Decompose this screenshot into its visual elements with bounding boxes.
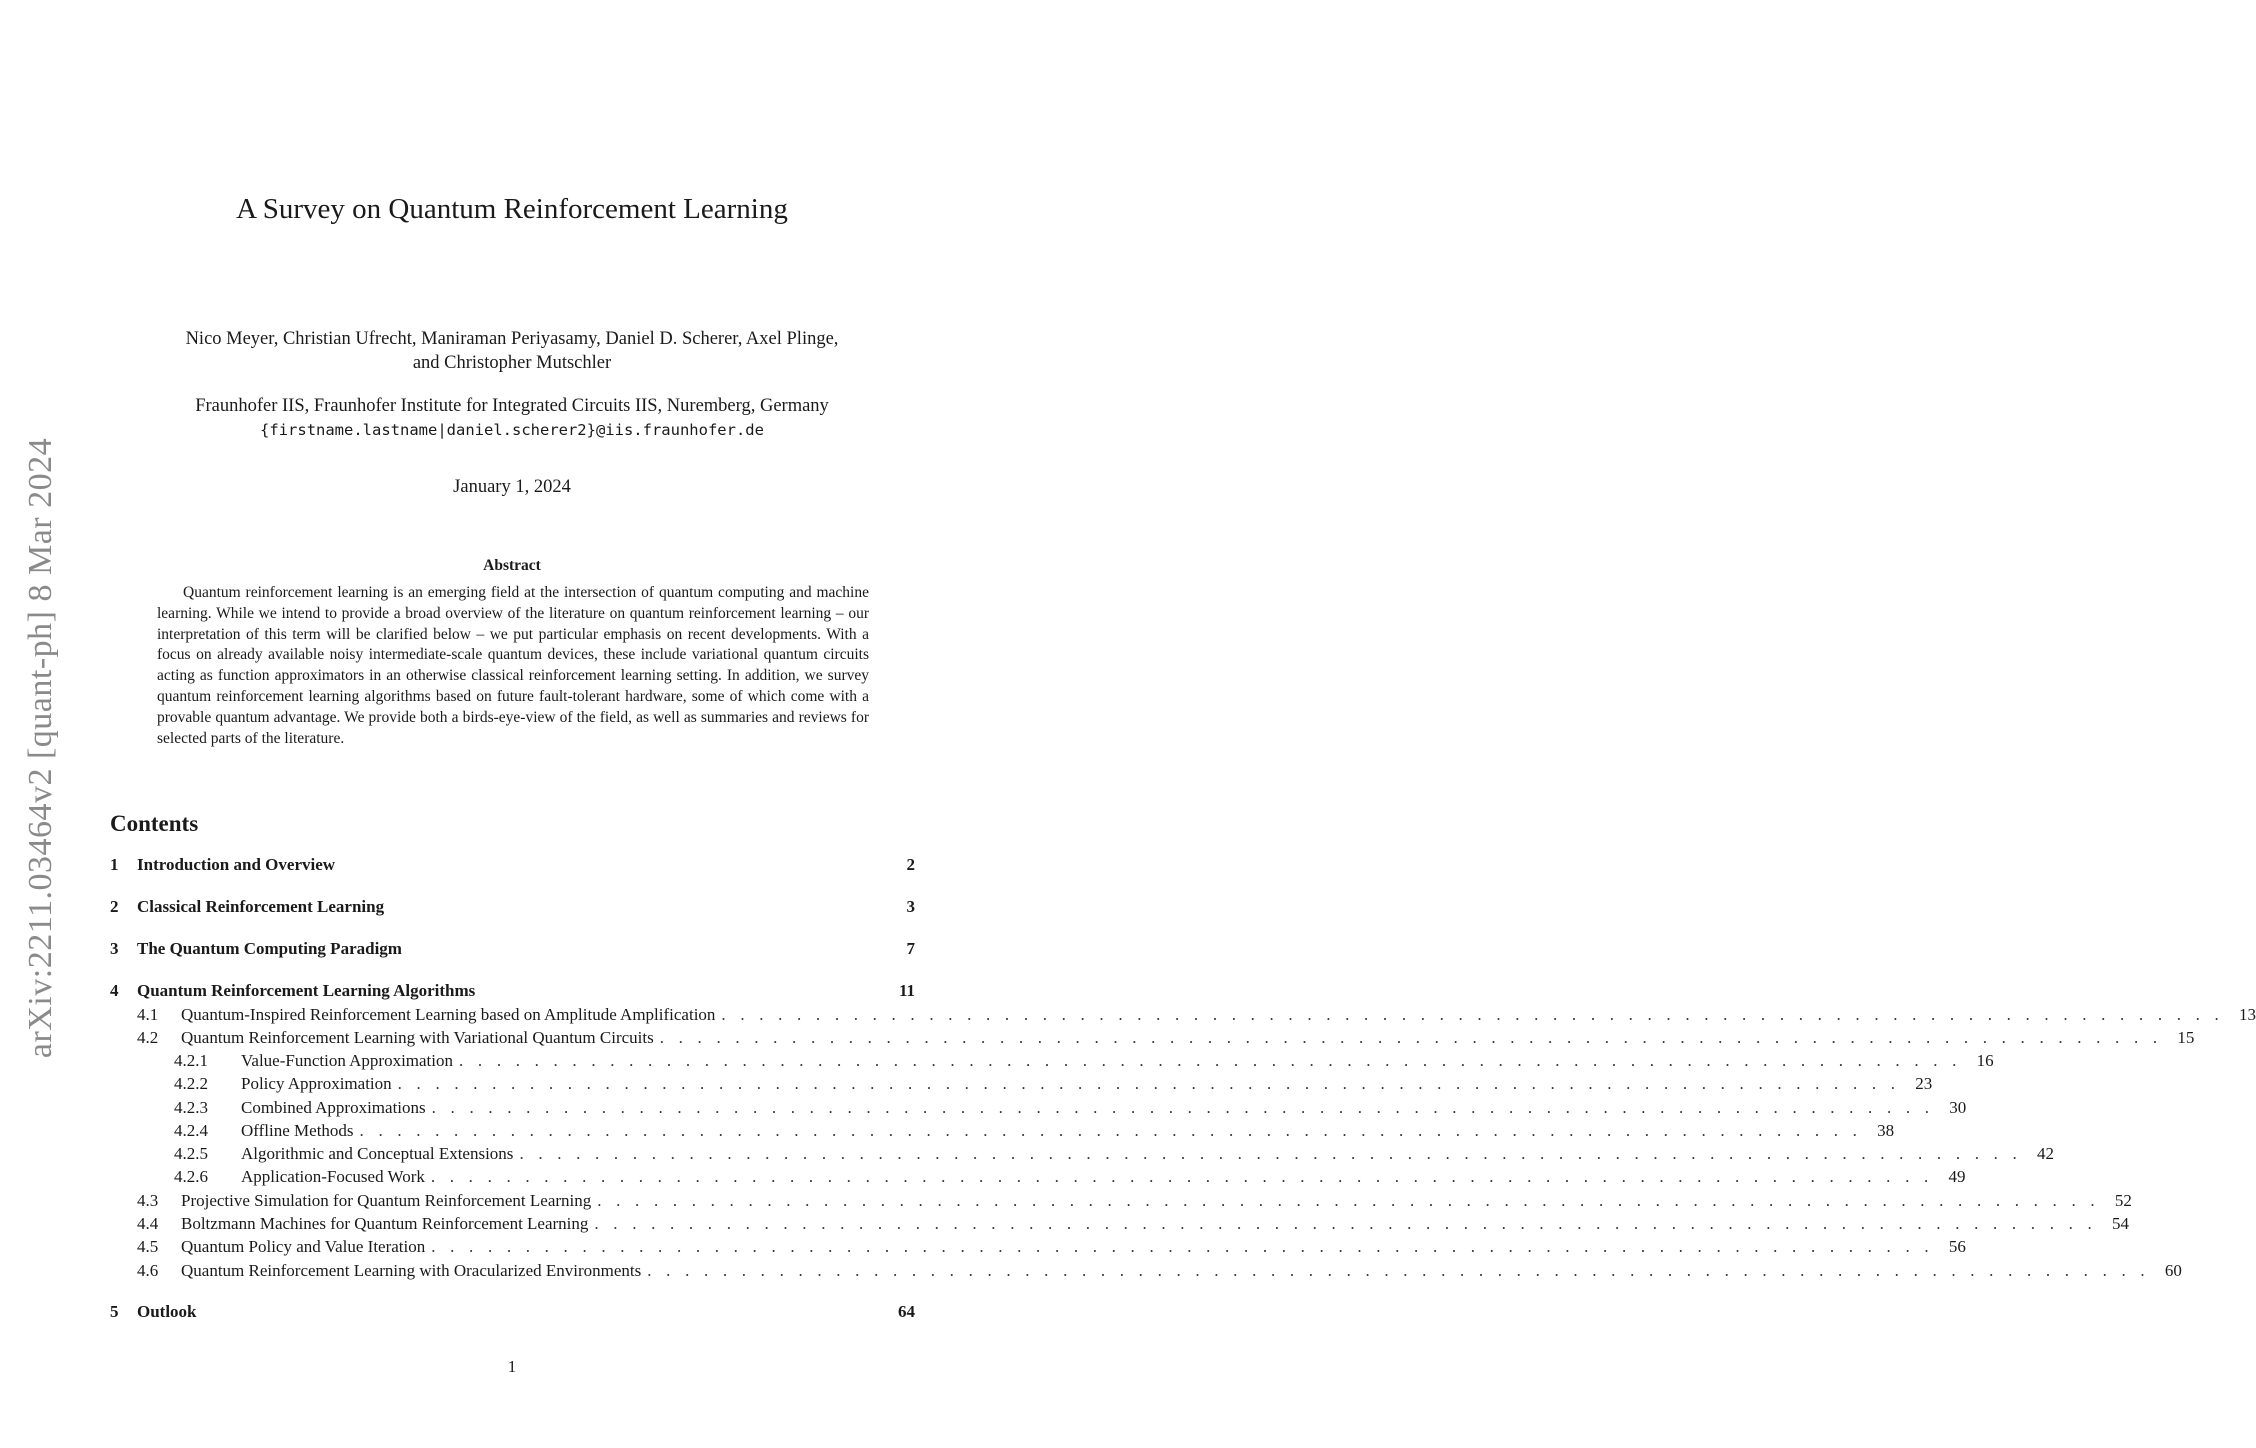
toc-entry-title: Quantum Reinforcement Learning Algorithms	[137, 981, 476, 1000]
toc-dot-leader: . . . . . . . . . . . . . . . . . . . . . . . . . . . . . . . . . . . . . . . . . . . . . . . . . . . . . . . . . . . . . . . . . . . . . . . . . . . . . . . .	[431, 1237, 1934, 1256]
toc-dot-leader: . . . . . . . . . . . . . . . . . . . . . . . . . . . . . . . . . . . . . . . . . . . . . . . . . . . . . . . . . . . . . . . . . . . . . . . . . . . . . . . .	[519, 1144, 2022, 1163]
toc-dot-leader: . . . . . . . . . . . . . . . . . . . . . . . . . . . . . . . . . . . . . . . . . . . . . . . . . . . . . . . . . . . . . . . . . . . . . . . . . . . . . . . .	[397, 1074, 1901, 1093]
contents-heading: Contents	[110, 811, 199, 836]
toc-entry-number: 4.3	[137, 1191, 159, 1210]
author-line-2: and Christopher Mutschler	[412, 353, 612, 373]
toc-entry-number: 4.5	[137, 1237, 159, 1256]
toc-entry-number: 4	[110, 981, 119, 1000]
toc-entry-number: 4.2	[137, 1028, 159, 1047]
toc-entry-page: 16	[1976, 1051, 1994, 1070]
toc-entry-number: 4.2.5	[174, 1144, 208, 1163]
toc-entry-page: 56	[1948, 1237, 1966, 1256]
toc-entry-number: 4.6	[137, 1261, 159, 1280]
toc-entry[interactable]	[110, 1237, 1966, 1257]
toc-dot-leader: . . . . . . . . . . . . . . . . . . . . . . . . . . . . . . . . . . . . . . . . . . . . . . . . . . . . . . . . . . . . . . . . . . . . . . . . . . . . . . . .	[459, 1051, 1962, 1070]
toc-entry-page: 42	[2037, 1144, 2054, 1163]
toc-entry-page: 2	[906, 855, 915, 874]
toc-entry[interactable]	[110, 855, 915, 875]
toc-entry-number: 4.2.4	[174, 1121, 208, 1140]
toc-entry-page: 7	[906, 939, 915, 958]
toc-entry-title: Value-Function Approximation	[241, 1051, 454, 1070]
toc-entry-title: Offline Methods	[241, 1121, 354, 1140]
abstract-body	[157, 583, 869, 749]
toc-entry-page: 30	[1949, 1098, 1967, 1117]
toc-entry-page: 60	[2164, 1261, 2182, 1280]
toc-entry[interactable]	[110, 1074, 1933, 1094]
author-line-1: Nico Meyer, Christian Ufrecht, Maniraman Periyasamy, Daniel D. Scherer, Axel Plinge,	[185, 329, 839, 349]
toc-entry[interactable]	[110, 981, 915, 1001]
affiliation-institute: Fraunhofer IIS, Fraunhofer Institute for Integrated Circuits IIS, Nuremberg, Germany	[195, 396, 829, 416]
affiliation-email[interactable]: {firstname.lastname|daniel.scherer2}@iis.fraunhofer.de	[260, 421, 764, 439]
toc-entry-page: 3	[906, 897, 915, 916]
toc-entry-number: 4.2.6	[174, 1167, 208, 1186]
toc-entry-page: 52	[2114, 1191, 2132, 1210]
toc-entry[interactable]	[110, 1005, 2256, 1025]
toc-entry-number: 4.4	[137, 1214, 159, 1233]
toc-dot-leader: . . . . . . . . . . . . . . . . . . . . . . . . . . . . . . . . . . . . . . . . . . . . . . . . . . . . . . . . . . . . . . . . . . . . . . . . . . . . . . . .	[659, 1028, 2163, 1047]
toc-dot-leader: . . . . . . . . . . . . . . . . . . . . . . . . . . . . . . . . . . . . . . . . . . . . . . . . . . . . . . . . . . . . . . . . . . . . . . . . . . . . . . . .	[594, 1214, 2097, 1233]
toc-entry-title: Algorithmic and Conceptual Extensions	[241, 1144, 514, 1163]
toc-entry-number: 5	[110, 1302, 119, 1321]
paper-title: A Survey on Quantum Reinforcement Learning	[236, 193, 788, 225]
page-number: 1	[507, 1357, 517, 1376]
toc-entry-page: 49	[1948, 1167, 1966, 1186]
toc-entry-title: Quantum-Inspired Reinforcement Learning based on Amplitude Amplification	[181, 1005, 716, 1024]
toc-dot-leader: . . . . . . . . . . . . . . . . . . . . . . . . . . . . . . . . . . . . . . . . . . . . . . . . . . . . . . . . . . . . . . . . . . . . . . . . . . . . . . . .	[431, 1098, 1935, 1117]
toc-entry-page: 64	[898, 1302, 915, 1321]
toc-entry-number: 4.2.3	[174, 1098, 208, 1117]
toc-entry[interactable]	[110, 939, 915, 959]
toc-entry[interactable]	[110, 897, 915, 917]
toc-dot-leader: . . . . . . . . . . . . . . . . . . . . . . . . . . . . . . . . . . . . . . . . . . . . . . . . . . . . . . . . . . . . . . . . . . . . . . . . . . . . . . . .	[647, 1261, 2150, 1280]
toc-entry[interactable]	[110, 1214, 2129, 1234]
toc-entry-page: 38	[1877, 1121, 1895, 1140]
toc-entry-page: 13	[2238, 1005, 2256, 1024]
toc-entry-number: 4.1	[137, 1005, 159, 1024]
toc-entry-title: Policy Approximation	[241, 1074, 392, 1093]
toc-entry-title: Quantum Policy and Value Iteration	[181, 1237, 426, 1256]
toc-dot-leader: . . . . . . . . . . . . . . . . . . . . . . . . . . . . . . . . . . . . . . . . . . . . . . . . . . . . . . . . . . . . . . . . . . . . . . . . . . . . . . . .	[721, 1005, 2224, 1024]
toc-entry[interactable]	[110, 1191, 2132, 1211]
toc-entry-number: 2	[110, 897, 119, 916]
toc-entry-title: Classical Reinforcement Learning	[137, 897, 385, 916]
toc-dot-leader: . . . . . . . . . . . . . . . . . . . . . . . . . . . . . . . . . . . . . . . . . . . . . . . . . . . . . . . . . . . . . . . . . . . . . . . . . . . . . . . .	[359, 1121, 1863, 1140]
author-list	[100, 327, 924, 375]
toc-entry-number: 1	[110, 855, 119, 874]
toc-entry-title: Quantum Reinforcement Learning with Variational Quantum Circuits	[181, 1028, 654, 1047]
toc-entry[interactable]	[110, 1051, 1994, 1071]
affiliation	[80, 394, 944, 442]
toc-entry-title: Combined Approximations	[241, 1098, 426, 1117]
toc-entry-title: Outlook	[137, 1302, 197, 1321]
toc-entry-title: The Quantum Computing Paradigm	[137, 939, 402, 958]
toc-entry-title: Boltzmann Machines for Quantum Reinforcement Learning	[181, 1214, 589, 1233]
toc-entry-number: 3	[110, 939, 119, 958]
toc-entry-title: Quantum Reinforcement Learning with Oracularized Environments	[181, 1261, 642, 1280]
toc-entry[interactable]	[110, 1261, 2182, 1281]
toc-entry-page: 11	[898, 981, 915, 1000]
toc-entry[interactable]	[110, 1121, 1895, 1141]
toc-entry[interactable]	[110, 1302, 915, 1322]
toc-entry-page: 15	[2177, 1028, 2195, 1047]
toc-entry-number: 4.2.1	[174, 1051, 208, 1070]
toc-entry-title: Projective Simulation for Quantum Reinforcement Learning	[181, 1191, 592, 1210]
toc-entry[interactable]	[110, 1098, 1967, 1118]
toc-entry-title: Application-Focused Work	[241, 1167, 425, 1186]
toc-dot-leader: . . . . . . . . . . . . . . . . . . . . . . . . . . . . . . . . . . . . . . . . . . . . . . . . . . . . . . . . . . . . . . . . . . . . . . . . . . . . . . . .	[597, 1191, 2100, 1210]
toc-dot-leader: . . . . . . . . . . . . . . . . . . . . . . . . . . . . . . . . . . . . . . . . . . . . . . . . . . . . . . . . . . . . . . . . . . . . . . . . . . . . . . . .	[430, 1167, 1934, 1186]
toc-entry[interactable]	[110, 1167, 1966, 1187]
toc-entry[interactable]	[110, 1144, 2054, 1164]
paper-date: January 1, 2024	[453, 477, 571, 497]
abstract-text: Quantum reinforcement learning is an emerging field at the intersection of quantum computing and machine learning. While we intend to provide a broad overview of the literature on quantum reinforcement learning – our interpretation of this term will be clarified below – we put particular emphasis on recent developments. With a focus on already available noisy intermediate-scale quantum devices, these include variational quantum circuits acting as function approximators in an otherwise classical reinforcement learning setting. In addition, we survey quantum reinforcement learning algorithms based on future fault-tolerant hardware, some of which come with a provable quantum advantage. We provide both a birds-eye-view of the field, as well as summaries and reviews for selected parts of the literature.	[157, 584, 869, 747]
toc-entry-title: Introduction and Overview	[137, 855, 336, 874]
toc-entry-page: 54	[2111, 1214, 2129, 1233]
arxiv-identifier-stamp: arXiv:2211.03464v2 [quant-ph] 8 Mar 2024	[22, 437, 59, 1059]
toc-entry-page: 23	[1915, 1074, 1933, 1093]
toc-entry-number: 4.2.2	[174, 1074, 208, 1093]
toc-entry[interactable]	[110, 1028, 2195, 1048]
abstract-heading: Abstract	[483, 557, 541, 574]
